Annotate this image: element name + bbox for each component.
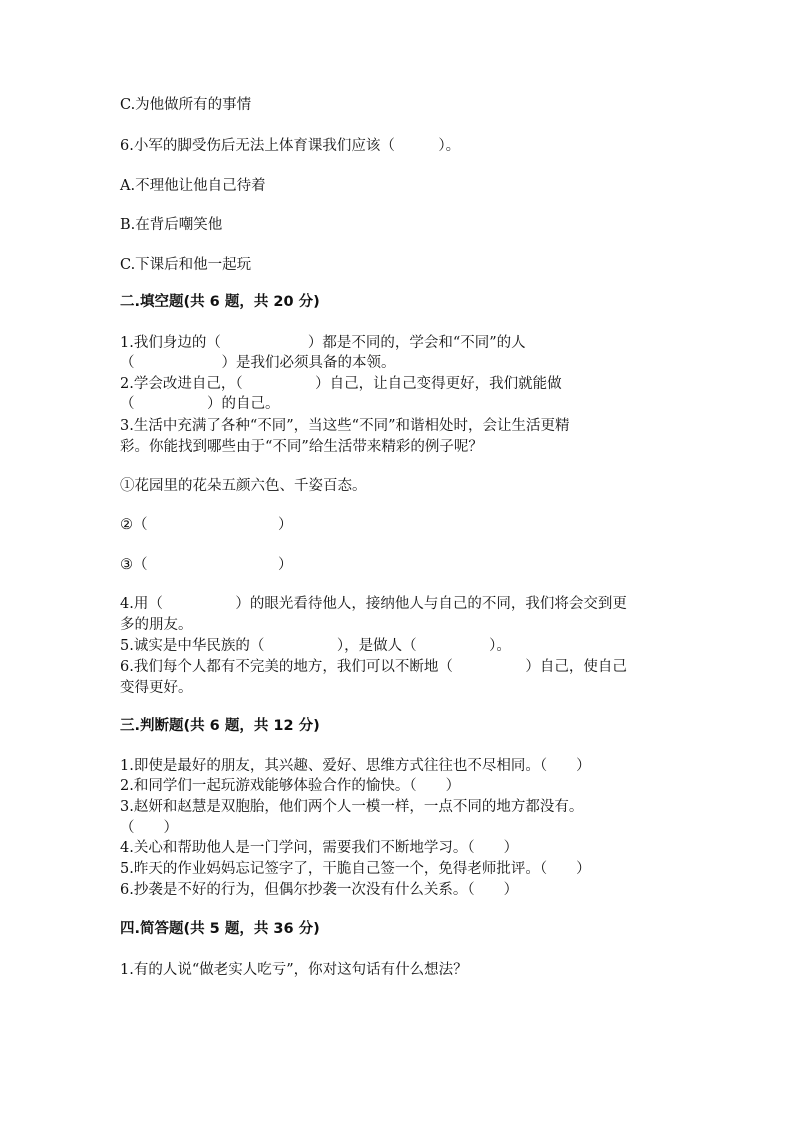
fill-question-3-line-1: 3.生活中充满了各种“不同”，当这些“不同”和谐相处时，会让生活更精	[120, 418, 570, 434]
fill-question-6-line-1: 6.我们每个人都有不完美的地方，我们可以不断地（ ）自己，使自己	[120, 659, 627, 675]
judge-question-3-line-2: （ ）	[120, 820, 178, 836]
fill-question-6-line-2: 变得更好。	[120, 680, 193, 696]
fill-question-4-line-1: 4.用（ ）的眼光看待他人，接纳他人与自己的不同，我们将会交到更	[120, 596, 627, 612]
question-6-option-b: B.在背后嘲笑他	[120, 217, 223, 233]
judge-question-1: 1.即使是最好的朋友，其兴趣、爱好、思维方式往往也不尽相同。（ ）	[120, 758, 591, 774]
fill-question-2-line-1: 2.学会改进自己，（ ）自己，让自己变得更好，我们就能做	[120, 376, 562, 392]
fill-question-5: 5.诚实是中华民族的（ ），是做人（ ）。	[120, 638, 511, 654]
judge-question-6: 6.抄袭是不好的行为，但偶尔抄袭一次没有什么关系。（ ）	[120, 882, 519, 898]
previous-question-option-c: C.为他做所有的事情	[120, 97, 252, 113]
section-2-heading: 二.填空题(共 6 题，共 20 分)	[120, 294, 320, 310]
fill-question-1-line-2: （ ）是我们必须具备的本领。	[120, 355, 396, 371]
judge-question-4: 4.关心和帮助他人是一门学问，需要我们不断地学习。（ ）	[120, 840, 519, 856]
section-3-heading: 三.判断题(共 6 题，共 12 分)	[120, 718, 320, 734]
question-6-option-a: A.不理他让他自己待着	[120, 178, 266, 194]
fill-question-4-line-2: 多的朋友。	[120, 617, 193, 633]
section-4-heading: 四.简答题(共 5 题，共 36 分)	[120, 921, 320, 937]
question-6-stem: 6.小军的脚受伤后无法上体育课我们应该（ ）。	[120, 138, 461, 154]
fill-question-3-example-3: ③（ ）	[120, 557, 293, 573]
fill-question-2-line-2: （ ）的自己。	[120, 396, 280, 412]
fill-question-1-line-1: 1.我们身边的（ ）都是不同的，学会和“不同”的人	[120, 335, 526, 351]
judge-question-5: 5.昨天的作业妈妈忘记签字了，干脆自己签一个，免得老师批评。（ ）	[120, 861, 591, 877]
fill-question-3-line-2: 彩。你能找到哪些由于“不同”给生活带来精彩的例子呢？	[120, 439, 483, 455]
judge-question-2: 2.和同学们一起玩游戏能够体验合作的愉快。（ ）	[120, 778, 461, 794]
question-6-option-c: C.下课后和他一起玩	[120, 257, 252, 273]
fill-question-3-example-1: ①花园里的花朵五颜六色、千姿百态。	[120, 478, 367, 494]
judge-question-3-line-1: 3.赵妍和赵慧是双胞胎，他们两个人一模一样，一点不同的地方都没有。	[120, 799, 584, 815]
fill-question-3-example-2: ②（ ）	[120, 517, 293, 533]
short-answer-question-1: 1.有的人说“做老实人吃亏”，你对这句话有什么想法？	[120, 962, 468, 978]
